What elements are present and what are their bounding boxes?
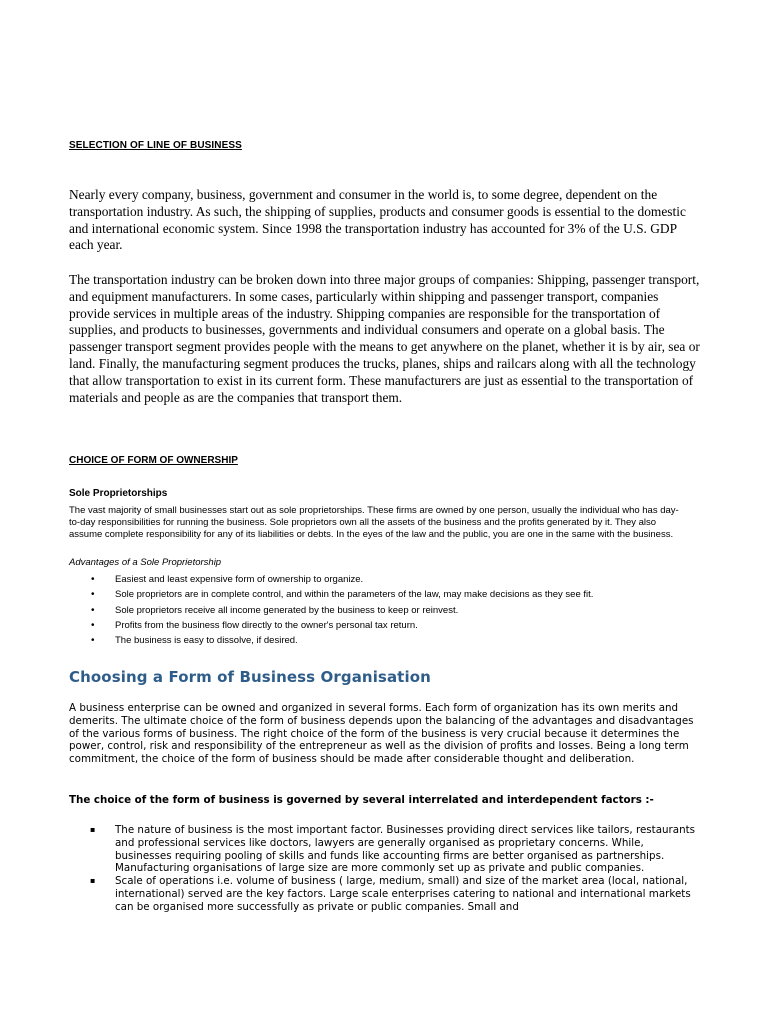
list-item-text: Easiest and least expensive form of ownership to organize.: [115, 574, 364, 585]
list-item-text: The nature of business is the most important factor. Businesses providing direct services like tailors, restaurants and professional services like doctors, lawyers are generally organised as proprietary concerns. While, businesses requiring pooling of skills and funds like accounting firms are better organised as partnerships. Manufacturing organisations of large size are more commonly set up as private and public companies.: [115, 824, 696, 875]
paragraph-sole-proprietorships: The vast majority of small businesses start out as sole proprietorships. These firms are owned by one person, usually the individual who has day-to-day responsibilities for running the business. Sole proprietors own all the assets of the business and the profits generated by it. They also assume complete responsibility for any of its liabilities or debts. In the eyes of the law and the public, you are one in the same with the business.: [69, 505, 679, 540]
heading-line-of-business: SELECTION OF LINE OF BUSINESS: [69, 140, 242, 151]
list-item: [69, 618, 593, 633]
list-item: [69, 572, 593, 587]
list-item-text: Scale of operations i.e. volume of business ( large, medium, small) and size of the market area (local, national, international) served are the key factors. Large scale enterprises catering to national and international markets can be organised more successfully as private or public companies. Small and: [115, 875, 691, 913]
bullet-icon: •: [91, 574, 95, 585]
list-item-text: Sole proprietors are in complete control, and within the parameters of the law, may make decisions as they see fit.: [115, 589, 594, 601]
list-item-text: The business is easy to dissolve, if desired.: [115, 635, 298, 647]
paragraph-transport-groups: The transportation industry can be broken down into three major groups of companies: Shipping, passenger transport, and equipment manufacturers. In some cases, particularly within shipping and passenger transport, companies provide services in multiple areas of the industry. Shipping companies are responsible for the transportation of supplies, and products to businesses, governments and individual consumers and operate on a global basis. The passenger transport segment provides people with the means to get anywhere on the planet, whether it is by air, sea or land. Finally, the manufacturing segment produces the trucks, planes, ships and railcars along with all the technology that allow transportation to exist in its current form. These manufacturers are just as essential to the transportation of materials and people as are the companies that transport them.: [69, 272, 700, 405]
bullet-icon: •: [91, 604, 95, 616]
list-item: [69, 824, 701, 875]
paragraph-business-organisation: A business enterprise can be owned and organized in several forms. Each form of organization has its own merits and demerits. The ultimate choice of the form of business depends upon the balancing of the advantages and disadvantages of the various forms of business. The right choice of the form of the business is very crucial because it determines the power, control, risk and responsibility of the entrepreneur as well as the division of profits and losses. Being a long term commitment, the choice of the form of business should be made after considerable thought and deliberation.: [69, 702, 694, 766]
advantages-list: [69, 572, 593, 648]
bullet-icon: •: [91, 619, 95, 631]
bullet-icon: •: [91, 635, 95, 647]
bullet-icon: •: [91, 589, 95, 601]
section-title-business-organisation: Choosing a Form of Business Organisation: [69, 668, 431, 686]
heading-form-of-ownership: CHOICE OF FORM OF OWNERSHIP: [69, 455, 238, 466]
list-item-text: Profits from the business flow directly to the owner's personal tax return.: [115, 619, 418, 631]
factors-heading: The choice of the form of business is governed by several interrelated and interdependent factors :-: [69, 794, 654, 806]
factors-list: [69, 824, 701, 914]
list-item: [69, 633, 593, 648]
list-item: [69, 603, 593, 618]
bullet-icon: ▪: [90, 825, 96, 834]
list-item: [69, 587, 593, 602]
subheading-sole-proprietorships: Sole Proprietorships: [69, 488, 168, 499]
list-item-text: Sole proprietors receive all income generated by the business to keep or reinvest.: [115, 604, 459, 616]
advantages-title: Advantages of a Sole Proprietorship: [69, 557, 222, 568]
list-item: [69, 875, 701, 913]
paragraph-transport-dependence: Nearly every company, business, government and consumer in the world is, to some degree, dependent on the transportation industry. As such, the shipping of supplies, products and consumer goods is essential to the domestic and international economic system. Since 1998 the transportation industry has accounted for 3% of the U.S. GDP each year.: [69, 187, 686, 253]
bullet-icon: ▪: [90, 876, 96, 886]
